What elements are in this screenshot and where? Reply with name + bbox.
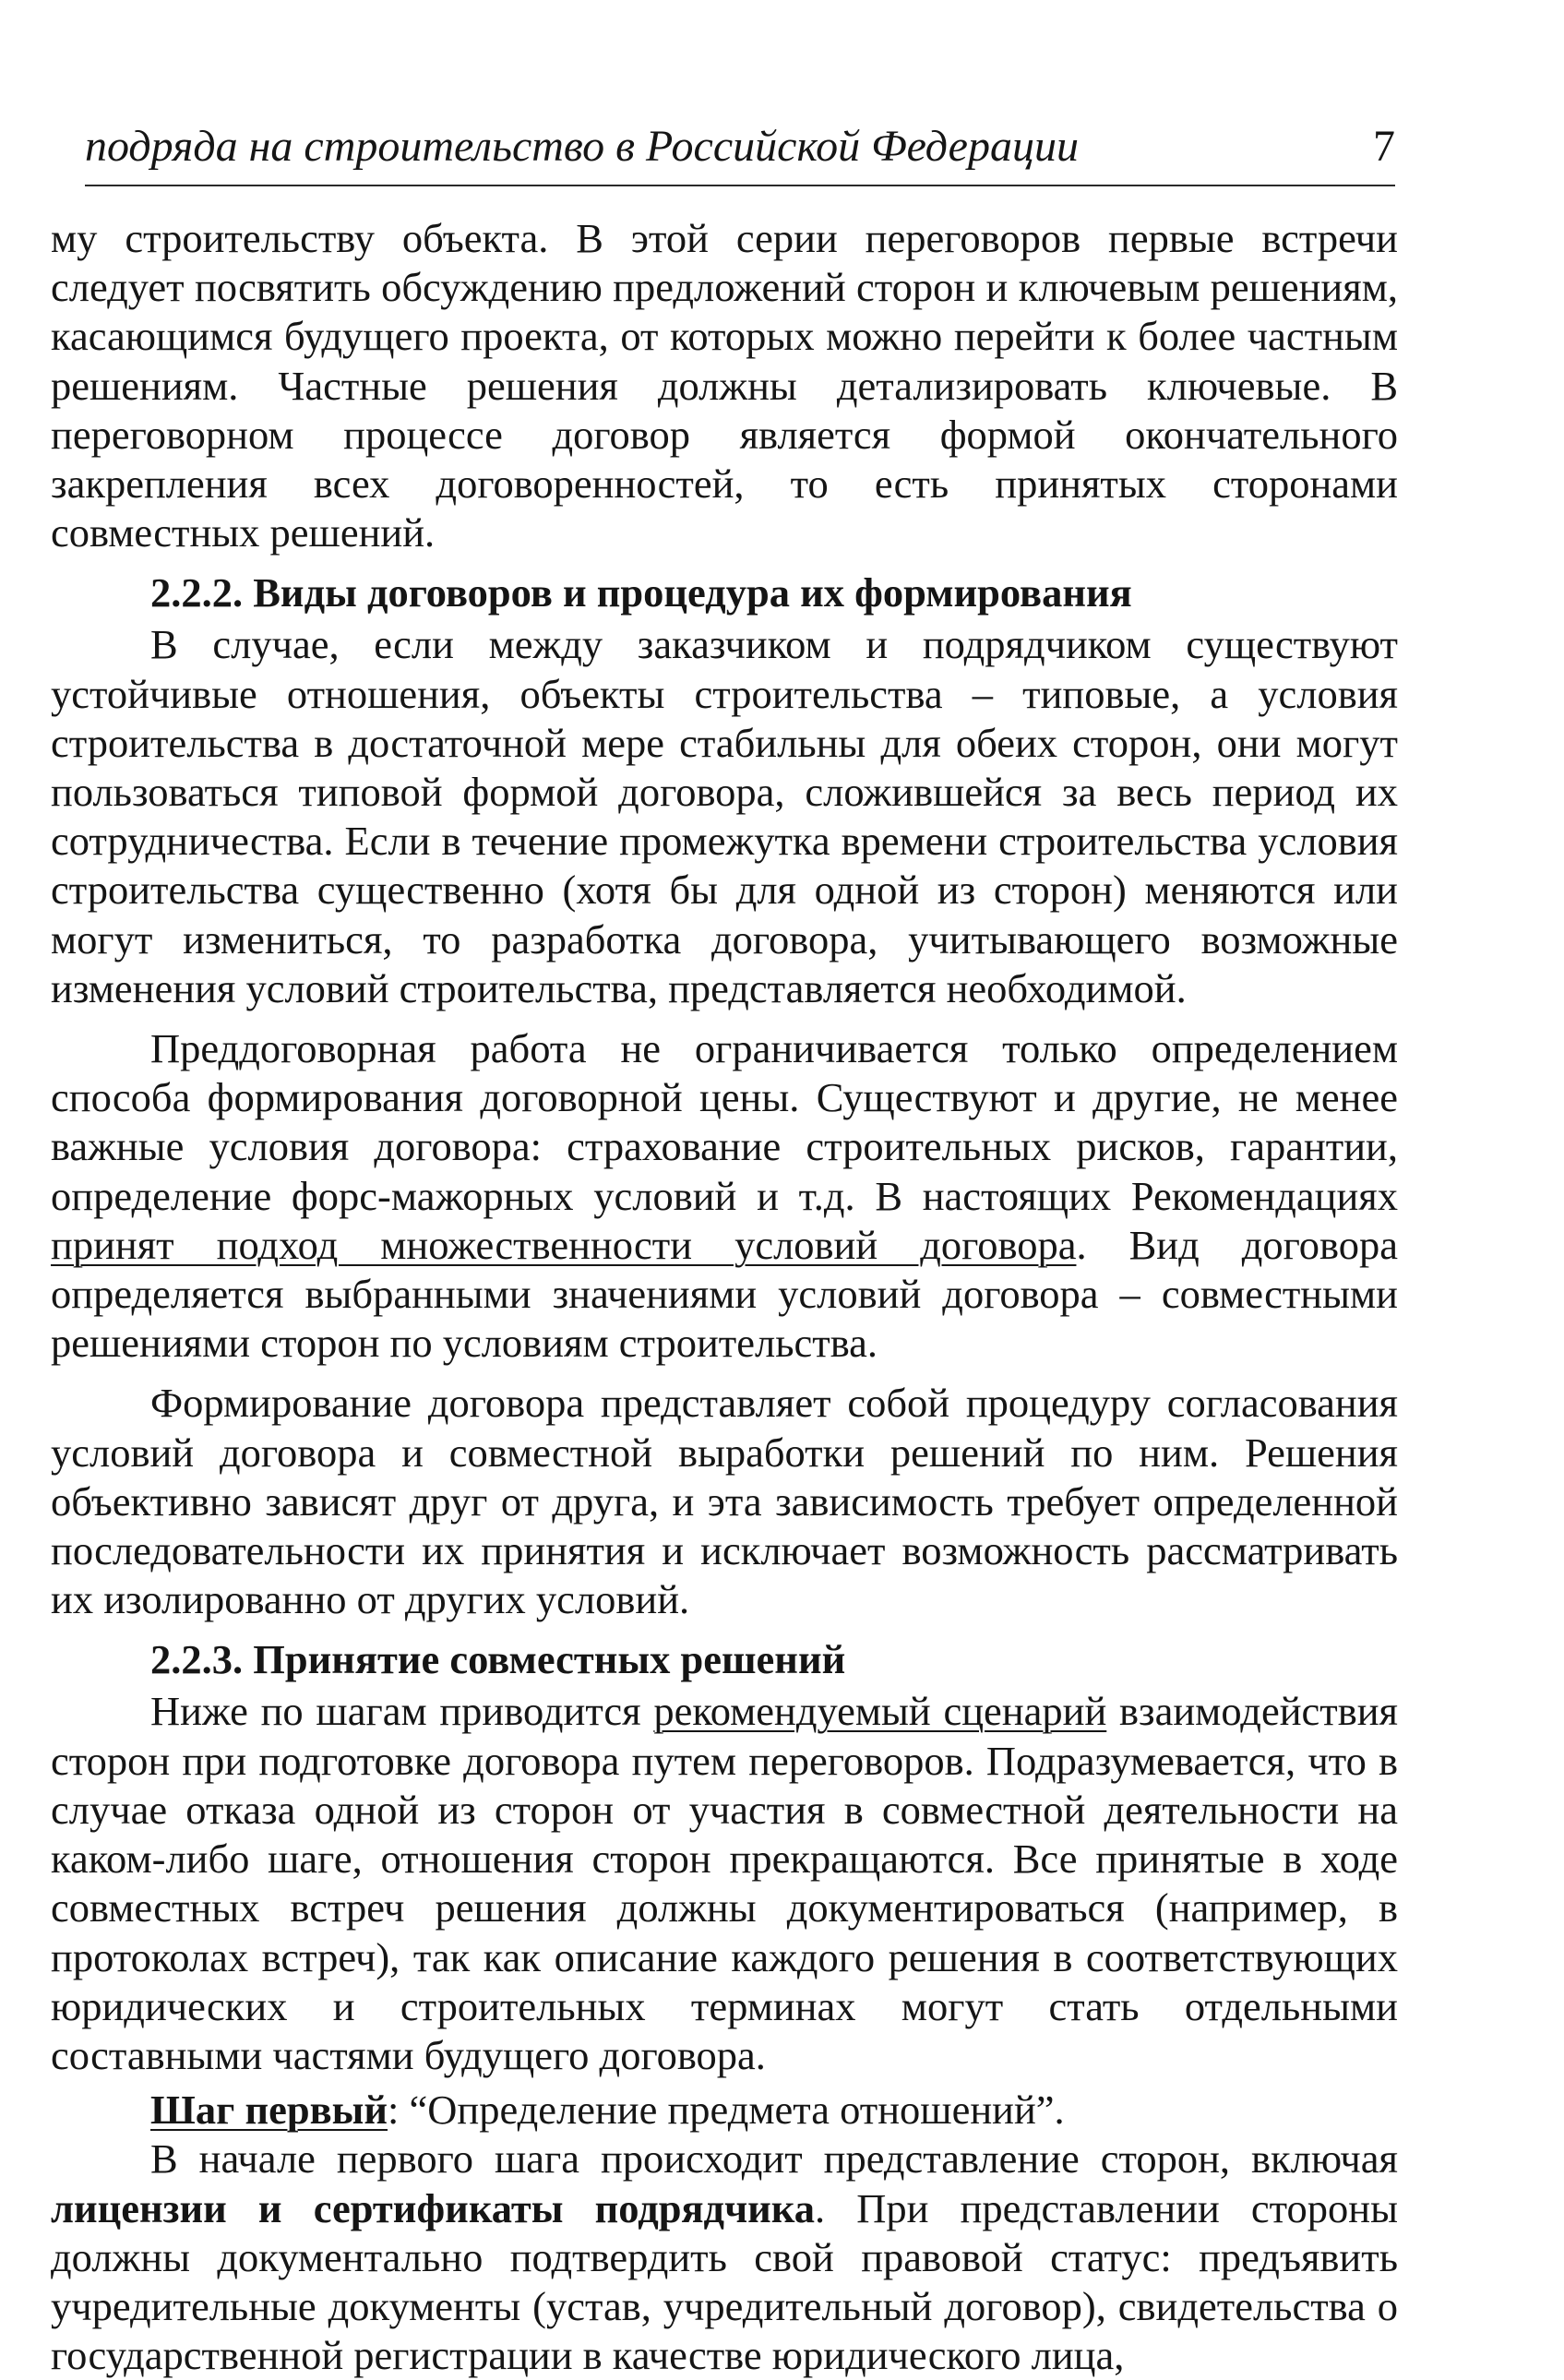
underlined-phrase: принят подход множественности условий договора bbox=[51, 1221, 1077, 1268]
paragraph-step-one bbox=[51, 2135, 1398, 2380]
section-heading-2-2-3: 2.2.3. Принятие совместных решений bbox=[150, 1636, 846, 1683]
paragraph-joint-decisions bbox=[51, 1687, 1398, 2080]
running-header bbox=[85, 109, 1395, 186]
step-one-line bbox=[51, 2086, 1398, 2135]
paragraph-contract-types: В случае, если между заказчиком и подрядчиком существуют устойчивые отношения, объекты строительства – типовые, а условия строительства в достаточной мере стабильны для обеих сторон, они могут пользоваться типовой формой договора, сложившейся за весь период их сотрудничества. Если в течение промежутка времени строительства условия строительства существенно (хотя бы для одной из сторон) меняются или могут измениться, то разработка договора, учитывающего возможные изменения условий строительства, представляется необходимой. bbox=[51, 621, 1398, 1011]
underlined-phrase: рекомендуемый сценарий bbox=[653, 1688, 1107, 1735]
text-span: взаимодействия сторон при подготовке договора путем переговоров. Подразумевается, что в случае отказа одной из сторон от участия в совместной деятельности на каком-либо шаге, отношения сторон прекращаются. Все принятые в ходе совместных встреч решения должны документироваться (например, в протоколах встреч), так как описание каждого решения в соответствующих юридических и строительных терминах могут стать отдельными составными частями будущего договора. bbox=[51, 1688, 1398, 2078]
text-span: . При представлении стороны должны документально подтвердить свой правовой статус: предъявить учредительные документы (устав, учредительный договор), свидетельства о государственной регистрации в качестве юридического лица, bbox=[51, 2184, 1398, 2379]
section-heading-2-2-2: 2.2.2. Виды договоров и процедура их формирования bbox=[150, 569, 1132, 616]
step-one-label: Шаг первый bbox=[150, 2087, 388, 2134]
running-title: подряда на строительство в Российской Федерации bbox=[85, 122, 1079, 171]
text-span: Преддоговорная работа не ограничивается только определением способа формирования договорной цены. Существуют и другие, не менее важные условия договора: страхование строительных рисков, гарантии, определение форс-мажорных условий и т.д. В настоящих Рекомендациях bbox=[51, 1025, 1398, 1219]
paragraph-contract-formation: Формирование договора представляет собой процедуру согласования условий договора и совместной выработки решений по ним. Решения объективно зависят друг от друга, и эта зависимость требует определенной последовательности их принятия и исключает возможность рассматривать их изолированно от других условий. bbox=[51, 1380, 1398, 1623]
paragraph-pre-contract-work bbox=[51, 1024, 1398, 1368]
page-number: 7 bbox=[1373, 122, 1395, 171]
page-body bbox=[51, 214, 1398, 2380]
step-one-text: : “Определение предмета отношений”. bbox=[388, 2087, 1065, 2134]
text-span: . Вид договора определяется выбранными значениями условий договора – совместными решениями сторон по условиям строительства. bbox=[51, 1221, 1398, 1367]
bold-phrase: лицензии и сертификаты подрядчика bbox=[51, 2184, 816, 2231]
paragraph-continuation: му строительству объекта. В этой серии переговоров первые встречи следует посвятить обсуждению предложений сторон и ключевым решениям, касающимся будущего проекта, от которых можно перейти к более частным решениям. Частные решения должны детализировать ключевые. В переговорном процессе договор является формой окончательного закрепления всех договоренностей, то есть принятых сторонами совместных решений. bbox=[51, 215, 1398, 556]
text-span: Ниже по шагам приводится bbox=[150, 1688, 654, 1735]
text-span: В начале первого шага происходит представление сторон, включая bbox=[150, 2135, 1398, 2183]
